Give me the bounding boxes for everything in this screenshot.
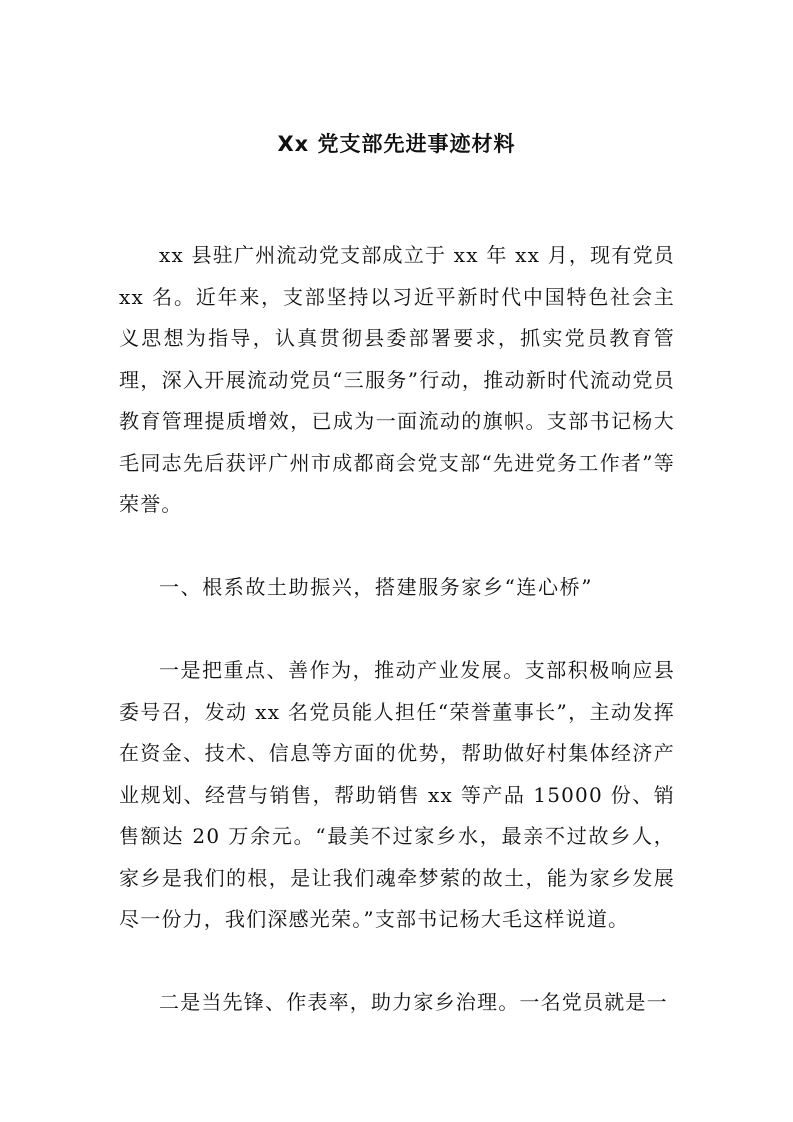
- paragraph-intro: xx 县驻广州流动党支部成立于 xx 年 xx 月，现有党员 xx 名。近年来，支部坚持以习近平新时代中国特色社会主义思想为指导，认真贯彻县委部署要求，抓实党员教育管理，深入开展流动党员“三服务”行动，推动新时代流动党员教育管理提质增效，已成为一面流动的旗帜。支部书记杨大毛同志先后获评广州市成都商会党支部“先进党务工作者”等荣誉。: [119, 243, 675, 516]
- paragraph-spacer: [119, 609, 675, 651]
- paragraph-point-2: 二是当先锋、作表率，助力家乡治理。一名党员就是一: [159, 990, 668, 1014]
- paragraph-spacer: [119, 941, 675, 983]
- paragraph-point-1: 一是把重点、善作为，推动产业发展。支部积极响应县委号召，发动 xx 名党员能人担任“荣誉董事长”，主动发挥在资金、技术、信息等方面的优势，帮助做好村集体经济产业规划、经营与销售，帮助销售 xx 等产品 15000 份、销售额达 20 万余元。“最美不过家乡水，最亲不过故乡人，家乡是我们的根，是让我们魂牵梦萦的故土，能为家乡发展尽一份力，我们深感光荣。”支部书记杨大毛这样说道。: [119, 658, 675, 931]
- paragraph-spacer: [119, 526, 675, 568]
- section-heading-1: 一、根系故土助振兴，搭建服务家乡“连心桥”: [159, 575, 594, 599]
- document-body: [119, 235, 675, 1024]
- document-title: Xx 党支部先进事迹材料: [277, 132, 516, 156]
